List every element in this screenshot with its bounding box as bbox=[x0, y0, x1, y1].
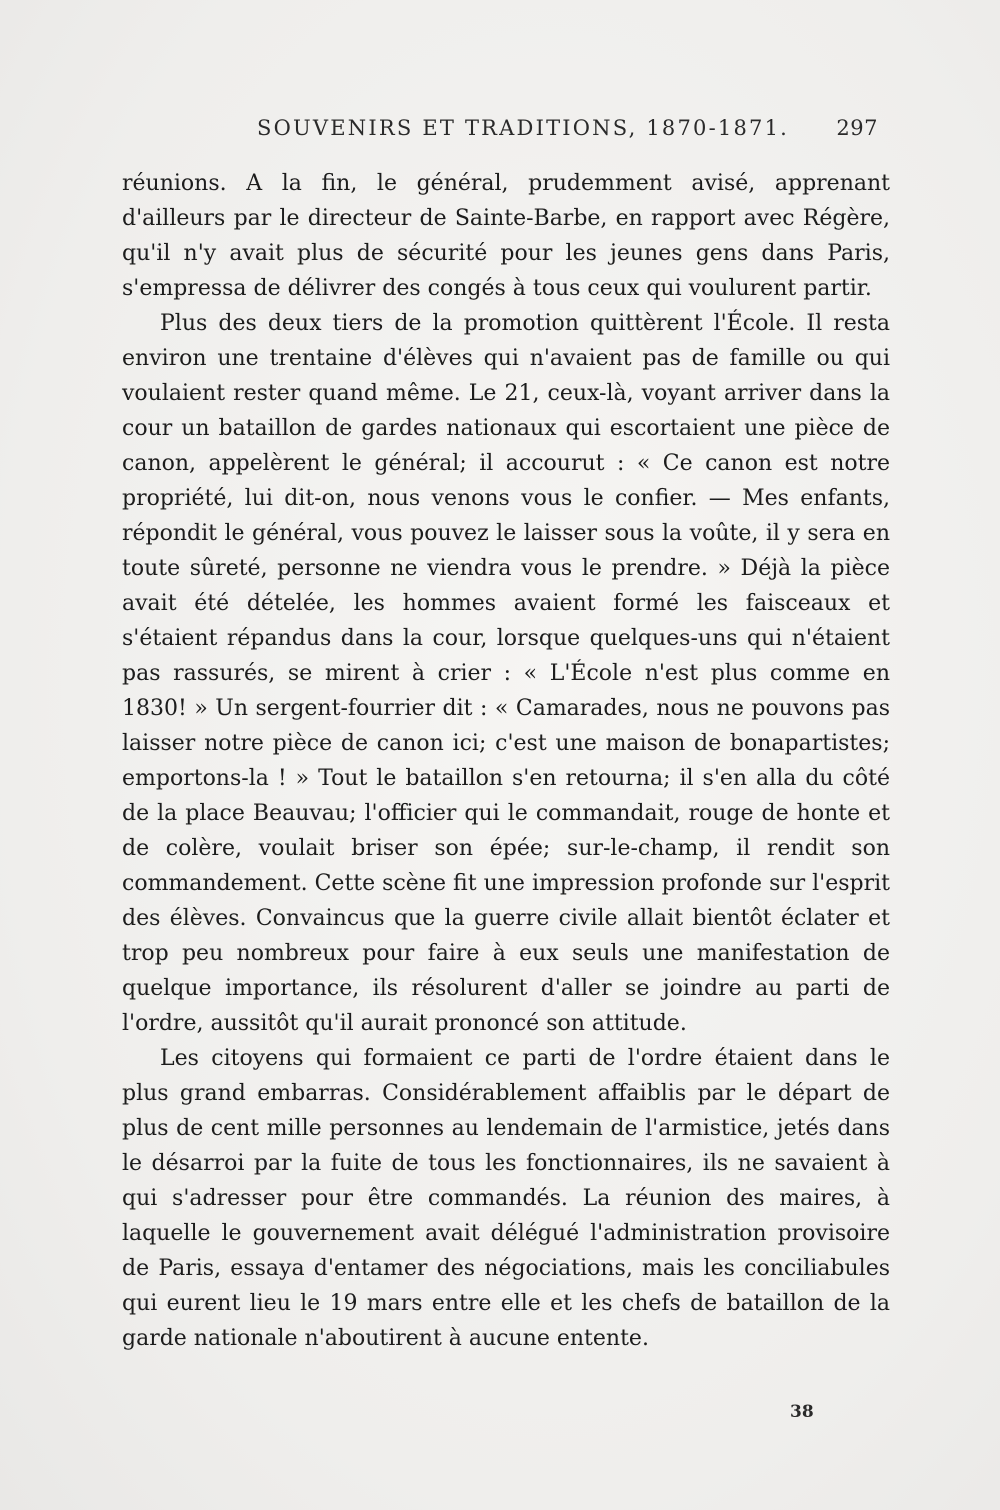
paragraph-3: Les citoyens qui formaient ce parti de l'ordre étaient dans le plus grand embarras. Considérablement affaiblis par le départ de plus de cent mille personnes au lendemain de l'armistice, jetés dans le désarroi par la fuite de tous les fonctionnaires, ils ne savaient à qui s'adresser pour être commandés. La réunion des maires, à laquelle le gouvernement avait délégué l'administration provisoire de Paris, essaya d'entamer des négociations, mais les conciliabules qui eurent lieu le 19 mars entre elle et les chefs de bataillon de la garde nationale n'aboutirent à aucune entente. bbox=[122, 1046, 890, 1351]
running-title: SOUVENIRS ET TRADITIONS, 1870-1871. bbox=[257, 116, 790, 140]
paragraph-2: Plus des deux tiers de la promotion quittèrent l'École. Il resta environ une trentaine d'élèves qui n'avaient pas de famille ou qui voulaient rester quand même. Le 21, ceux-là, voyant arriver dans la cour un bataillon de gardes nationaux qui escortaient une pièce de canon, appelèrent le général; il accourut : « Ce canon est notre propriété, lui dit-on, nous venons vous le confier. — Mes enfants, répondit le général, vous pouvez le laisser sous la voûte, il y sera en toute sûreté, personne ne viendra vous le prendre. » Déjà la pièce avait été dételée, les hommes avaient formé les faisceaux et s'étaient répandus dans la cour, lorsque quelques-uns qui n'étaient pas rassurés, se mirent à crier : « L'École n'est plus comme en 1830! » Un sergent-fourrier dit : « Camarades, nous ne pouvons pas laisser notre pièce de canon ici; c'est une maison de bonapartistes; emportons-la ! » Tout le bataillon s'en retourna; il s'en alla du côté de la place Beauvau; l'officier qui le commandait, rouge de honte et de colère, voulait briser son épée; sur-le-champ, il rendit son commandement. Cette scène fit une impression profonde sur l'esprit des élèves. Convaincus que la guerre civile allait bientôt éclater et trop peu nombreux pour faire à eux seuls une manifestation de quelque importance, ils résolurent d'aller se joindre au parti de l'ordre, aussitôt qu'il aurait prononcé son attitude. bbox=[122, 311, 890, 1036]
signature-mark: 38 bbox=[790, 1402, 814, 1422]
running-head bbox=[122, 116, 878, 146]
page-number: 297 bbox=[836, 116, 878, 140]
body-text bbox=[122, 166, 890, 1356]
paragraph-1: réunions. A la fin, le général, prudemment avisé, apprenant d'ailleurs par le directeur de Sainte-Barbe, en rapport avec Régère, qu'il n'y avait plus de sécurité pour les jeunes gens dans Paris, s'empressa de délivrer des congés à tous ceux qui voulurent partir. bbox=[122, 171, 890, 301]
